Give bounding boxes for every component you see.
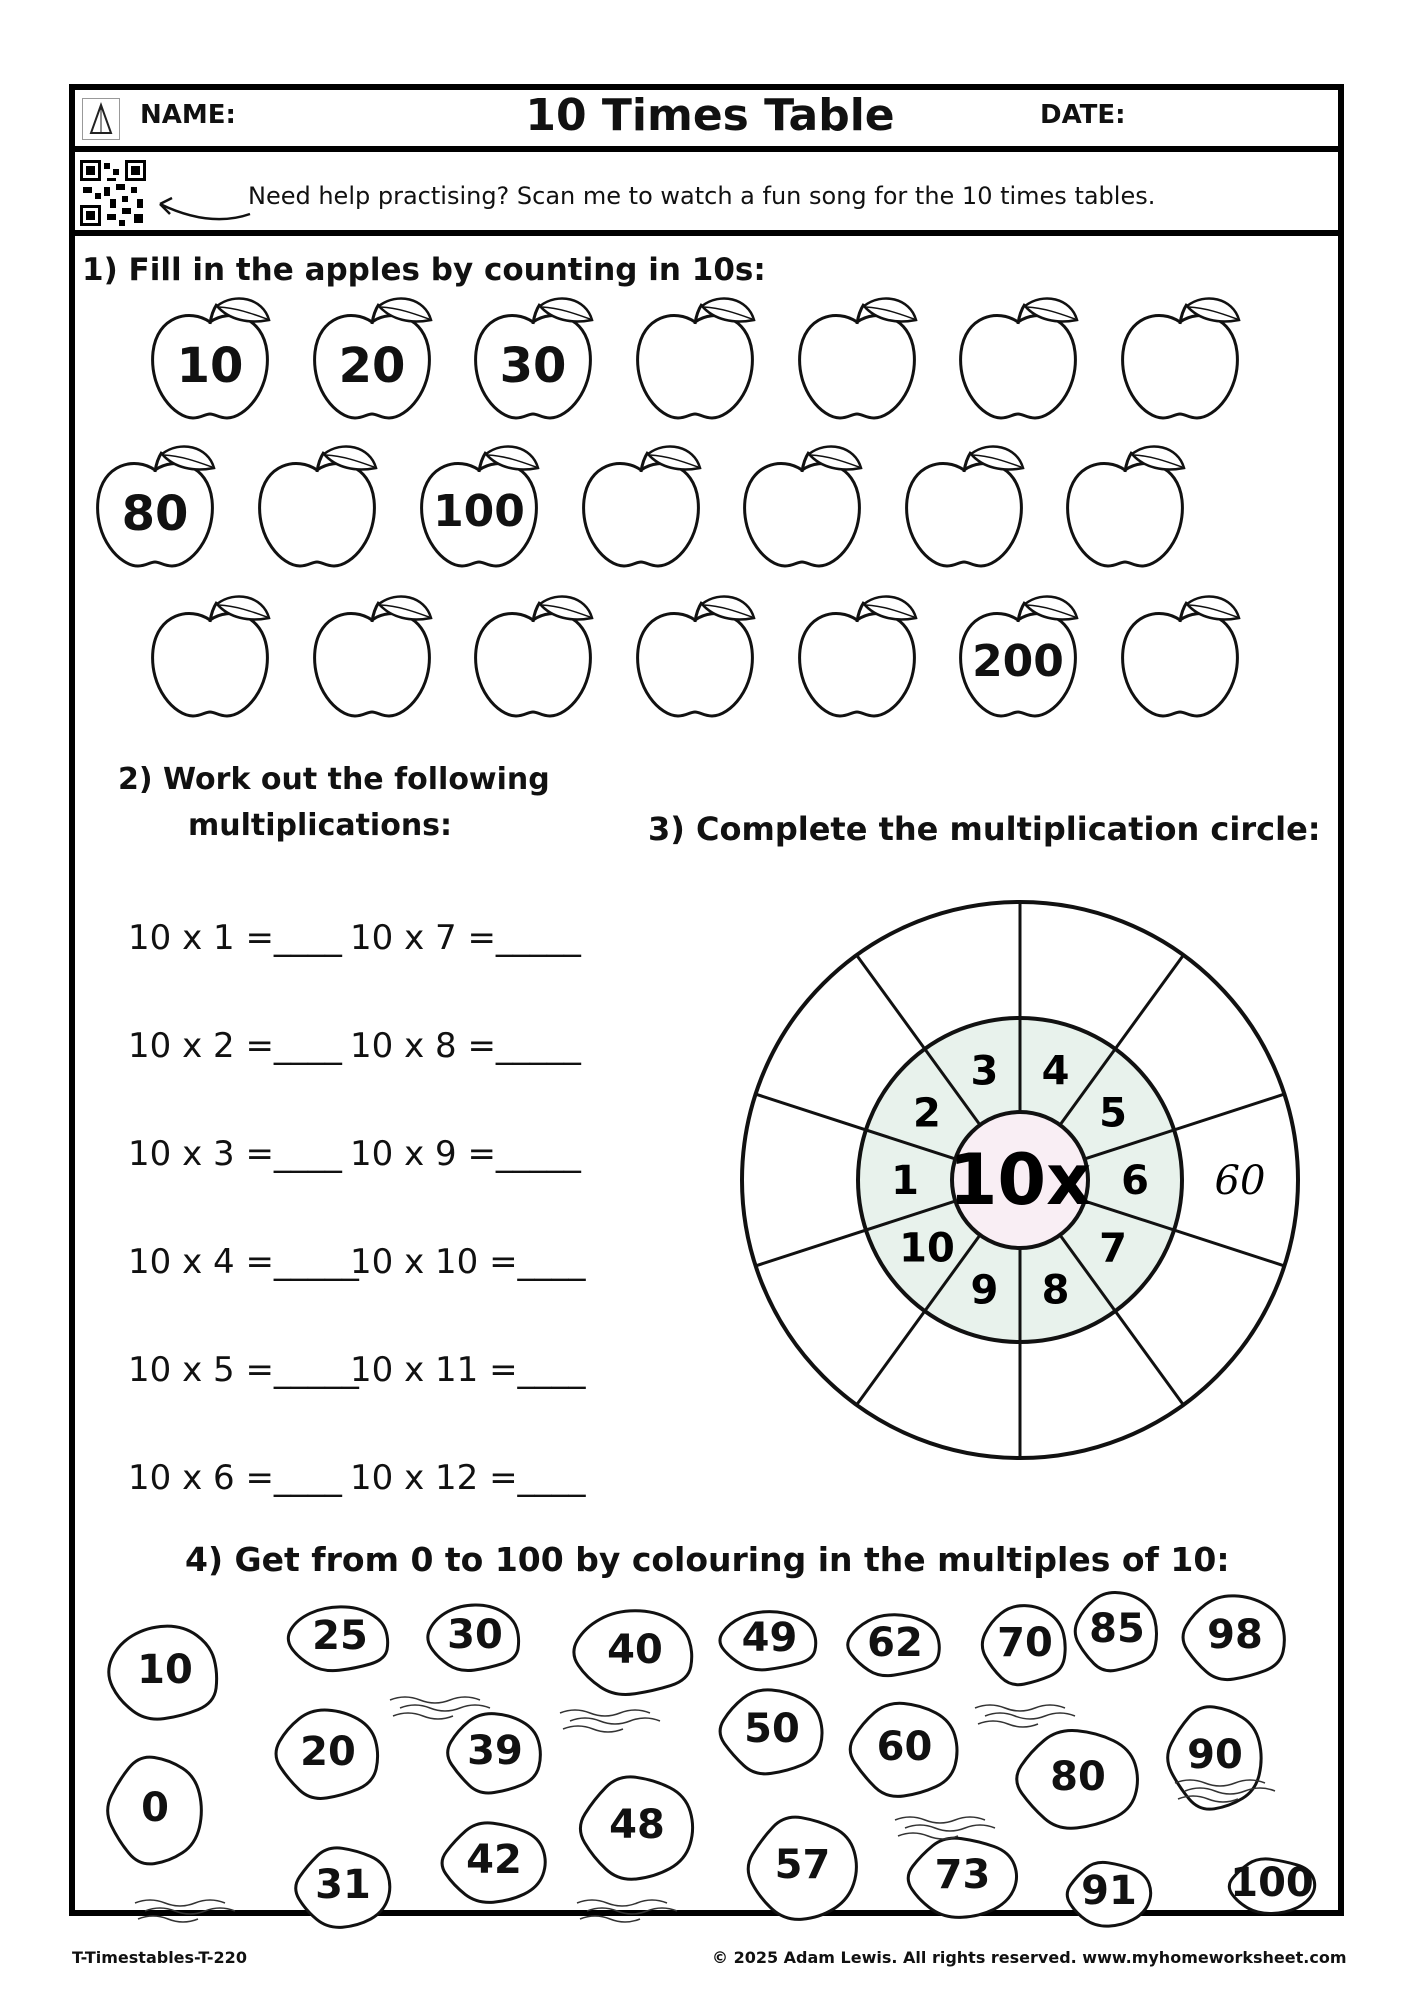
stone-number: 50 <box>744 1706 800 1752</box>
stepping-stone[interactable] <box>1060 1855 1158 1933</box>
inner-number: 2 <box>913 1090 941 1137</box>
stone-number: 73 <box>934 1851 991 1898</box>
apple-number: 10 <box>176 338 244 394</box>
stepping-stone[interactable] <box>900 1830 1025 1925</box>
footer-code: T-Timestables-T-220 <box>72 1948 247 1967</box>
stepping-stone[interactable] <box>840 1608 950 1683</box>
inner-number: 3 <box>970 1048 999 1095</box>
logo-icon <box>82 98 120 140</box>
stone-number: 100 <box>1230 1860 1314 1906</box>
multiplication-right[interactable]: 10 x 11 =____ <box>350 1350 586 1390</box>
stone-number: 40 <box>607 1627 663 1673</box>
water-ripple <box>1170 1775 1290 1805</box>
multiplication-left[interactable]: 10 x 4 =_____ <box>128 1242 359 1282</box>
water-ripple <box>385 1692 505 1722</box>
stepping-stone[interactable] <box>1068 1585 1166 1679</box>
apple-number: 100 <box>433 486 525 537</box>
apple[interactable] <box>576 442 706 572</box>
section4-heading: 4) Get from 0 to 100 by colouring in the multiples of 10: <box>185 1540 1230 1579</box>
water-ripple <box>555 1705 675 1735</box>
inner-number: 1 <box>891 1158 919 1204</box>
apple[interactable] <box>307 592 437 722</box>
inner-number: 10 <box>899 1225 955 1272</box>
apple[interactable] <box>1115 592 1245 722</box>
stone-number: 57 <box>774 1842 831 1888</box>
stone-number: 30 <box>447 1612 503 1658</box>
apple[interactable] <box>468 592 598 722</box>
inner-number: 9 <box>970 1267 999 1314</box>
inner-number: 8 <box>1041 1267 1070 1314</box>
stone-number: 60 <box>876 1724 933 1770</box>
stone-number: 25 <box>312 1613 368 1659</box>
apple[interactable] <box>1115 294 1245 424</box>
apple-number: 200 <box>972 636 1064 687</box>
apple[interactable] <box>737 442 867 572</box>
footer-copyright: © 2025 Adam Lewis. All rights reserved. www.myhomeworksheet.com <box>712 1948 1347 1967</box>
multiplication-left[interactable]: 10 x 2 =____ <box>128 1026 342 1066</box>
multiplication-circle <box>735 895 1305 1465</box>
inner-number: 4 <box>1041 1048 1070 1095</box>
stepping-stone[interactable] <box>280 1600 400 1678</box>
qr-code-icon[interactable] <box>80 160 146 226</box>
stepping-stone[interactable] <box>1222 1852 1322 1920</box>
section1-heading: 1) Fill in the apples by counting in 10s: <box>82 252 766 288</box>
apple[interactable] <box>630 294 760 424</box>
stepping-stone[interactable] <box>434 1815 554 1910</box>
apple[interactable] <box>252 442 382 572</box>
multiplication-right[interactable]: 10 x 9 =_____ <box>350 1134 581 1174</box>
stone-number: 98 <box>1207 1612 1263 1658</box>
multiplication-right[interactable]: 10 x 10 =____ <box>350 1242 586 1282</box>
multiplication-right[interactable]: 10 x 8 =_____ <box>350 1026 581 1066</box>
multiplication-left[interactable]: 10 x 6 =____ <box>128 1458 342 1498</box>
inner-number: 6 <box>1121 1158 1149 1204</box>
apple[interactable] <box>630 592 760 722</box>
water-ripple <box>970 1700 1090 1730</box>
apple[interactable] <box>899 442 1029 572</box>
stepping-stone[interactable] <box>712 1605 827 1677</box>
apple[interactable] <box>468 294 598 424</box>
center-label: 10x <box>948 1139 1092 1221</box>
apple[interactable] <box>414 442 544 572</box>
apple[interactable] <box>1060 442 1190 572</box>
stone-number: 10 <box>137 1647 193 1693</box>
inner-number: 7 <box>1099 1225 1127 1272</box>
apple[interactable] <box>792 294 922 424</box>
apple[interactable] <box>792 592 922 722</box>
stepping-stone[interactable] <box>712 1682 832 1782</box>
apple[interactable] <box>145 294 275 424</box>
apple[interactable] <box>90 442 220 572</box>
multiplication-right[interactable]: 10 x 7 =_____ <box>350 918 581 958</box>
stone-number: 85 <box>1089 1606 1145 1652</box>
inner-number: 5 <box>1099 1090 1127 1137</box>
stone-number: 70 <box>997 1619 1053 1666</box>
multiplication-left[interactable]: 10 x 1 =____ <box>128 918 342 958</box>
apple[interactable] <box>953 294 1083 424</box>
page-title: 10 Times Table <box>525 90 895 141</box>
multiplication-right[interactable]: 10 x 12 =____ <box>350 1458 586 1498</box>
multiplication-left[interactable]: 10 x 3 =____ <box>128 1134 342 1174</box>
stone-number: 49 <box>741 1615 798 1661</box>
stone-number: 42 <box>466 1836 522 1883</box>
arrow-icon <box>150 186 260 236</box>
multiplication-left[interactable]: 10 x 5 =_____ <box>128 1350 359 1390</box>
stepping-stone[interactable] <box>1008 1722 1148 1837</box>
stepping-stone[interactable] <box>1175 1588 1295 1688</box>
section2-heading-line1: 2) Work out the following <box>118 762 550 797</box>
apple[interactable] <box>307 294 437 424</box>
date-label: DATE: <box>1040 100 1126 130</box>
stone-number: 20 <box>300 1728 356 1775</box>
section3-heading: 3) Complete the multiplication circle: <box>648 810 1321 848</box>
stepping-stone[interactable] <box>975 1598 1075 1693</box>
water-ripple <box>890 1812 1010 1842</box>
stepping-stone[interactable] <box>100 1618 230 1728</box>
apple[interactable] <box>145 592 275 722</box>
stepping-stone[interactable] <box>420 1598 530 1678</box>
stone-number: 48 <box>609 1802 665 1848</box>
stepping-stone[interactable] <box>100 1748 210 1873</box>
outer-answer[interactable]: 60 <box>1214 1158 1266 1204</box>
apple[interactable] <box>953 592 1083 722</box>
water-ripple <box>130 1895 250 1925</box>
stone-number: 39 <box>467 1727 523 1774</box>
stepping-stone[interactable] <box>268 1702 388 1807</box>
water-ripple <box>572 1895 692 1925</box>
stone-number: 91 <box>1081 1868 1137 1914</box>
stepping-stone[interactable] <box>842 1695 967 1805</box>
apple-number: 30 <box>499 338 567 394</box>
stepping-stone[interactable] <box>288 1840 398 1935</box>
stone-number: 90 <box>1187 1732 1243 1778</box>
name-label: NAME: <box>140 100 236 130</box>
stone-number: 62 <box>867 1619 923 1666</box>
stone-number: 0 <box>141 1784 169 1831</box>
apple-number: 80 <box>121 486 189 542</box>
help-text: Need help practising? Scan me to watch a fun song for the 10 times tables. <box>248 182 1156 210</box>
section2-heading-line2: multiplications: <box>188 808 453 843</box>
apple-number: 20 <box>338 338 406 394</box>
stepping-stone[interactable] <box>740 1808 865 1928</box>
stepping-stone[interactable] <box>572 1768 702 1888</box>
stone-number: 31 <box>315 1861 371 1908</box>
stone-number: 80 <box>1050 1753 1106 1800</box>
stepping-stone[interactable] <box>565 1603 705 1703</box>
